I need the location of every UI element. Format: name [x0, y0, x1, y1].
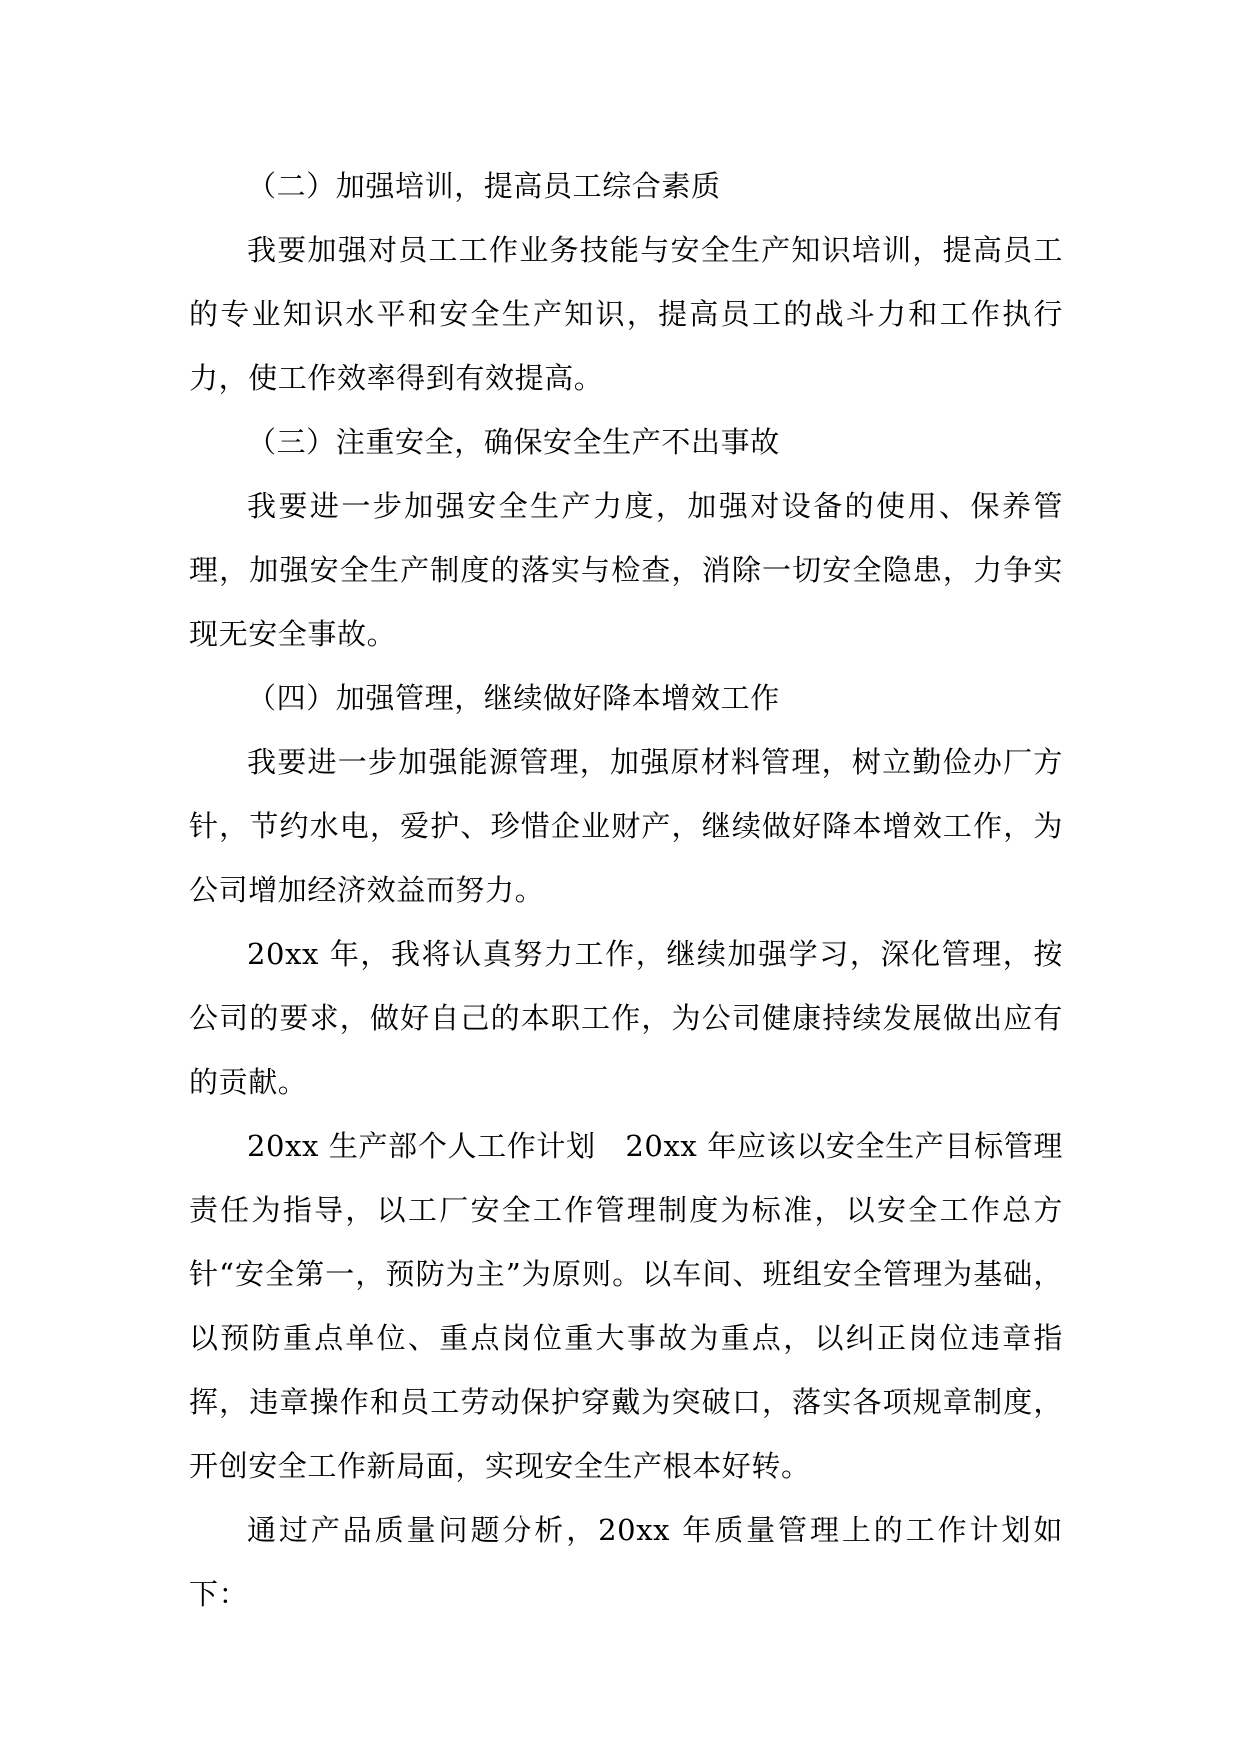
section-heading-training: （二）加强培训，提高员工综合素质 — [247, 169, 721, 203]
section-heading-safety: （三）注重安全，确保安全生产不出事故 — [247, 425, 780, 459]
paragraph-training: 我要加强对员工工作业务技能与安全生产知识培训，提高员工的专业知识水平和安全生产知识，提高员工的战斗力和工作执行力，使工作效率得到有效提高。 — [189, 233, 1063, 395]
document-body — [189, 154, 1063, 1626]
paragraph-safety: 我要进一步加强安全生产力度，加强对设备的使用、保养管理，加强安全生产制度的落实与检查，消除一切安全隐患，力争实现无安全事故。 — [189, 489, 1063, 651]
section-heading-management: （四）加强管理，继续做好降本增效工作 — [247, 681, 780, 715]
paragraph-production-plan: 20xx 生产部个人工作计划 20xx 年应该以安全生产目标管理责任为指导，以工厂安全工作管理制度为标准，以安全工作总方针“安全第一，预防为主”为原则。以车间、班组安全管理为基础，以预防重点单位、重点岗位重大事故为重点，以纠正岗位违章指挥，违章操作和员工劳动保护穿戴为突破口，落实各项规章制度，开创安全工作新局面，实现安全生产根本好转。 — [189, 1129, 1063, 1483]
paragraph-quality-plan-intro: 通过产品质量问题分析，20xx 年质量管理上的工作计划如下： — [189, 1513, 1063, 1611]
paragraph-annual-commitment: 20xx 年，我将认真努力工作，继续加强学习，深化管理，按公司的要求，做好自己的本职工作，为公司健康持续发展做出应有的贡献。 — [189, 937, 1063, 1099]
paragraph-management: 我要进一步加强能源管理，加强原材料管理，树立勤俭办厂方针，节约水电，爱护、珍惜企业财产，继续做好降本增效工作，为公司增加经济效益而努力。 — [189, 745, 1063, 907]
